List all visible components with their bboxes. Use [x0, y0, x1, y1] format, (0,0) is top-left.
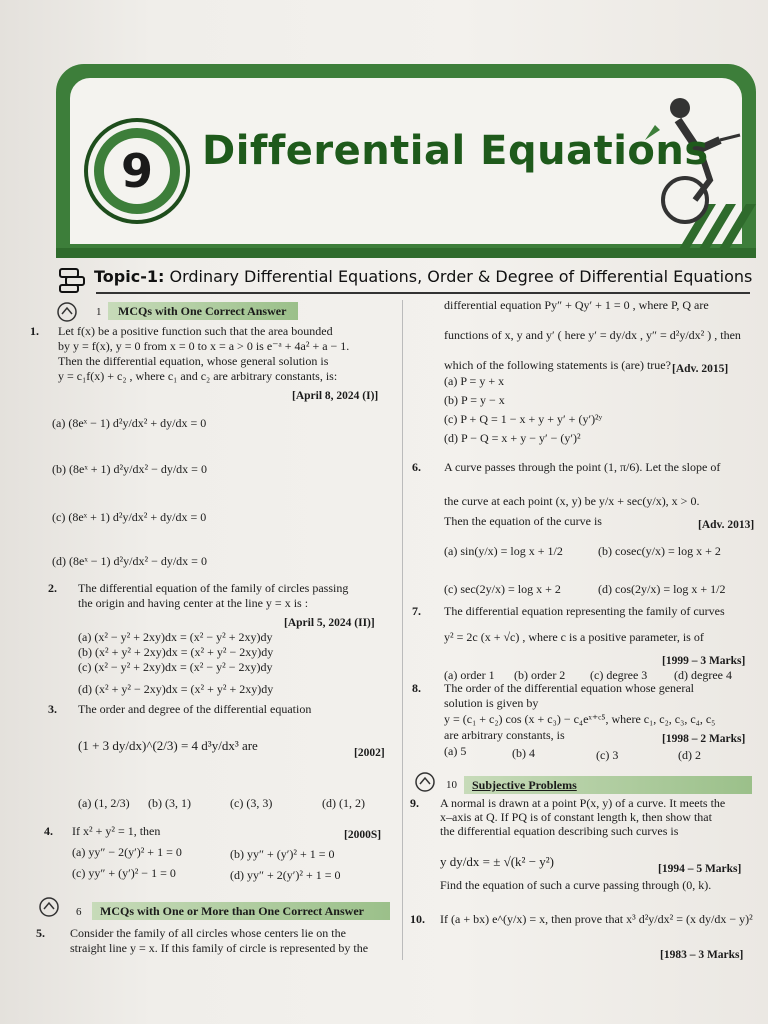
option-a: (a) (1, 2/3): [78, 796, 130, 810]
question-reference: [1999 – 3 Marks]: [662, 655, 746, 667]
question-line: y = (c₁ + c₂) cos (x + c₃) − c₄eˣ⁺ᶜ⁵, where c₁, c₂, c₃, c₄, c₅: [444, 712, 716, 726]
question-line: differential equation Py″ + Qy′ + 1 = 0 , where P, Q are: [444, 298, 709, 312]
question-line: A normal is drawn at a point P(x, y) of a curve. It meets the: [440, 796, 726, 810]
option-d: (d) degree 4: [674, 668, 732, 682]
option-c: (c) sec(2y/x) = log x + 2: [444, 582, 561, 596]
left-column: [30, 300, 400, 960]
topic-label: Topic-1:: [94, 267, 165, 286]
option-a: (a) sin(y/x) = log x + 1/2: [444, 544, 563, 558]
question-10-text: If (a + bx) e^(y/x) = x, then prove that x³ d²y/dx² = (x dy/dx − y)²: [440, 912, 753, 926]
option-a: (a) 5: [444, 744, 467, 758]
banner-bottom-bar: [56, 248, 756, 258]
question-line: Let f(x) be a positive function such that the area bounded: [58, 324, 333, 338]
option-b: (b) 4: [512, 746, 535, 760]
section-number: 10: [446, 779, 457, 791]
option-c: (c) yy″ + (y′)² − 1 = 0: [72, 866, 176, 880]
question-line: by y = f(x), y = 0 from x = 0 to x = a > 0 is e⁻ᵃ + 4a² + a − 1.: [58, 339, 350, 353]
option-b: (b) (3, 1): [148, 796, 191, 810]
option-b: (b) (8eˣ + 1) d²y/dx² − dy/dx = 0: [52, 462, 207, 476]
question-line: solution is given by: [444, 696, 539, 710]
question-reference: [April 8, 2024 (I)]: [292, 390, 379, 402]
question-reference: [2002]: [354, 747, 385, 759]
section-label: MCQs with One Correct Answer: [118, 304, 287, 318]
option-d: (d) yy″ + 2(y′)² + 1 = 0: [230, 868, 341, 882]
option-c: (c) (8eˣ + 1) d²y/dx² + dy/dx = 0: [52, 510, 207, 524]
question-reference: [Adv. 2013]: [698, 519, 755, 531]
option-a: (a) yy″ − 2(y′)² + 1 = 0: [72, 845, 182, 859]
option-a: (a) order 1: [444, 668, 495, 682]
question-line: which of the following statements is (are) true?: [444, 358, 671, 372]
question-line: The differential equation of the family of circles passing: [78, 581, 349, 595]
option-b: (b) order 2: [514, 668, 566, 682]
question-line: A curve passes through the point (1, π/6). Let the slope of: [444, 460, 721, 474]
section-icon: [38, 897, 60, 917]
question-reference: [1998 – 2 Marks]: [662, 733, 746, 745]
topic-icon: [58, 266, 88, 294]
question-number: 10.: [410, 912, 425, 926]
question-line: functions of x, y and y′ ( here y′ = dy/dx , y″ = d²y/dx² ) , then: [444, 328, 741, 342]
question-number: 5.: [36, 926, 45, 940]
option-d: (d) (8eˣ − 1) d²y/dx² − dy/dx = 0: [52, 554, 207, 568]
question-line: Then the differential equation, whose general solution is: [58, 354, 329, 368]
question-number: 4.: [44, 824, 53, 838]
question-reference: [1983 – 3 Marks]: [660, 949, 744, 961]
topic-heading: [58, 266, 758, 294]
option-d: (d) (1, 2): [322, 796, 365, 810]
question-line: The order of the differential equation whose general: [444, 681, 695, 695]
question-line: y² = 2c (x + √c) , where c is a positive parameter, is of: [444, 630, 704, 644]
option-a: (a) P = y + x: [444, 374, 505, 388]
chapter-number-badge: [88, 122, 186, 220]
question-line: are arbitrary constants, is: [444, 728, 565, 742]
option-b: (b) cosec(y/x) = log x + 2: [598, 544, 721, 558]
question-reference: [April 5, 2024 (II)]: [284, 617, 375, 629]
question-reference: [1994 – 5 Marks]: [658, 863, 742, 875]
question-2-text: [78, 581, 348, 611]
question-line: The order and degree of the differential equation: [78, 702, 312, 716]
question-line: The differential equation representing the family of curves: [444, 604, 725, 618]
option-b: (b) P = y − x: [444, 393, 505, 407]
question-4-text: [72, 824, 160, 839]
question-number: 6.: [412, 460, 421, 474]
option-a: (a) (8eˣ − 1) d²y/dx² + dy/dx = 0: [52, 416, 207, 430]
section-number: 6: [76, 906, 82, 918]
topic-underline: [96, 292, 750, 294]
question-reference: [2000S]: [344, 829, 382, 841]
chapter-number: 9: [104, 138, 170, 204]
question-equation: y dy/dx = ± √(k² − y²): [440, 854, 554, 869]
section-number: 1: [96, 306, 102, 318]
option-b: (b) (x² + y² + 2xy)dx = (x² + y² − 2xy)dy: [78, 645, 274, 659]
option-c: (c) degree 3: [590, 668, 648, 682]
question-number: 8.: [412, 681, 421, 695]
question-line: If x² + y² = 1, then: [72, 824, 161, 838]
section-icon: [414, 772, 436, 792]
question-reference: [Adv. 2015]: [672, 363, 729, 375]
question-number: 7.: [412, 604, 421, 618]
topic-text: Ordinary Differential Equations, Order & Degree of Differential Equations: [169, 267, 753, 286]
option-c: (c) P + Q = 1 − x + y + y′ + (y′)²ʸ: [444, 412, 603, 426]
section-label: Subjective Problems: [472, 778, 577, 792]
chapter-title: Differential Equations: [202, 128, 709, 174]
question-equation: (1 + 3 dy/dx)^(2/3) = 4 d³y/dx³ are: [78, 738, 258, 753]
topic-title: [94, 267, 752, 286]
question-line: the curve at each point (x, y) be y/x + sec(y/x), x > 0.: [444, 494, 700, 508]
option-c: (c) 3: [596, 748, 619, 762]
column-separator: [402, 300, 403, 960]
option-c: (c) (3, 3): [230, 796, 273, 810]
question-line: the origin and having center at the line y = x is :: [78, 596, 309, 610]
question-line: the differential equation describing such curves is: [440, 824, 679, 838]
option-a: (a) (x² − y² + 2xy)dx = (x² − y² + 2xy)dy: [78, 630, 273, 644]
question-number: 2.: [48, 581, 57, 595]
section-label: MCQs with One or More than One Correct Answer: [100, 904, 364, 918]
option-c: (c) (x² − y² + 2xy)dx = (x² − y² − 2xy)dy: [78, 660, 273, 674]
option-d: (d) cos(2y/x) = log x + 1/2: [598, 582, 726, 596]
question-line: y = c₁f(x) + c₂ , where c₁ and c₂ are arbitrary constants, is:: [58, 369, 338, 383]
question-line: Consider the family of all circles whose centers lie on the: [70, 926, 346, 940]
option-b: (b) yy″ + (y′)² + 1 = 0: [230, 847, 335, 861]
question-line: Find the equation of such a curve passing through (0, k).: [440, 878, 712, 892]
question-line: Then the equation of the curve is: [444, 514, 602, 528]
option-d: (d) 2: [678, 748, 701, 762]
option-d: (d) P − Q = x + y − y′ − (y′)²: [444, 431, 581, 445]
question-number: 1.: [30, 324, 39, 338]
option-d: (d) (x² + y² − 2xy)dx = (x² + y² + 2xy)dy: [78, 682, 274, 696]
question-3-text: [78, 702, 311, 717]
section-icon: [56, 302, 78, 322]
question-number: 3.: [48, 702, 57, 716]
question-line: straight line y = x. If this family of circle is represented by the: [70, 941, 369, 955]
question-line: x–axis at Q. If PQ is of constant length k, then show that: [440, 810, 712, 824]
question-5-text: [70, 926, 368, 956]
right-column: [408, 298, 758, 968]
question-number: 9.: [410, 796, 419, 810]
question-1-text: [58, 324, 349, 384]
